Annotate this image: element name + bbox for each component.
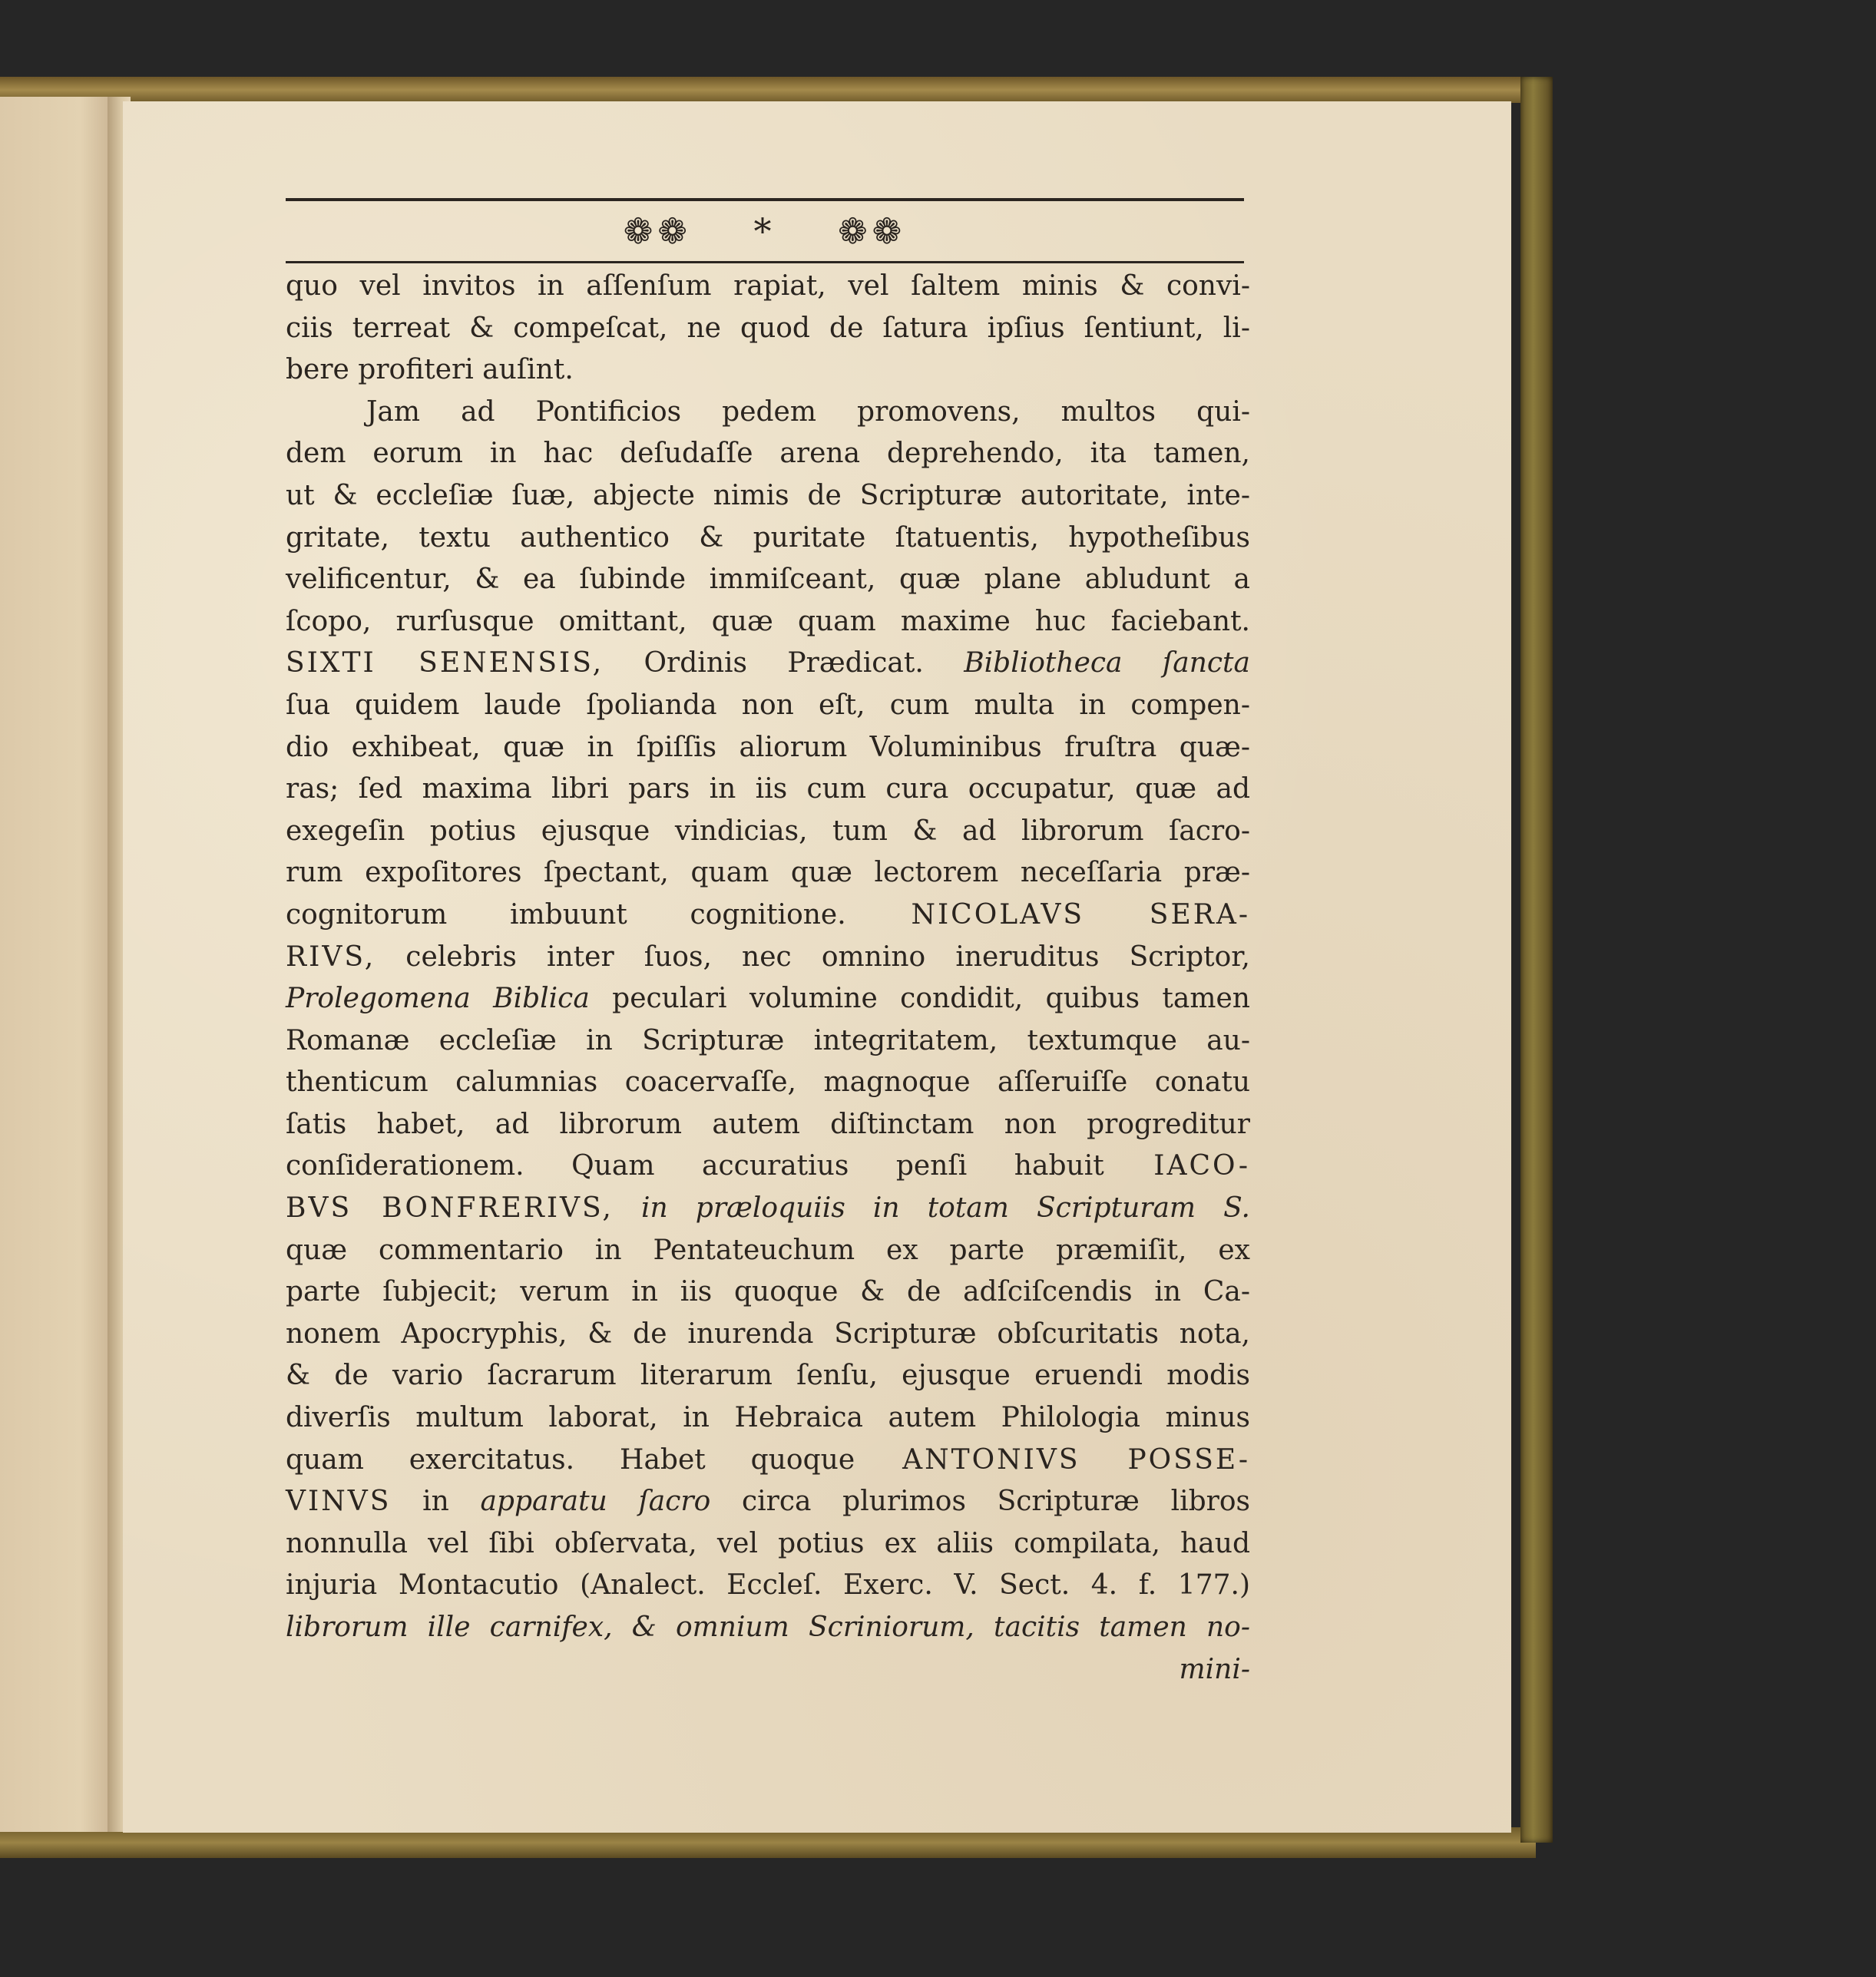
text-segment: ras; ſed maxima libri pars in iis cum cura occupatur, quæ ad: [286, 773, 1250, 805]
text-line: [286, 1649, 1250, 1691]
text-line: [286, 392, 1250, 434]
text-line: [286, 559, 1250, 601]
header-rule-bottom: [286, 261, 1244, 263]
text-segment: injuria Montacutio (Analect. Eccleſ. Exerc. V. Sect. 4. f. 177.): [286, 1569, 1250, 1602]
text-line: [286, 978, 1250, 1020]
book-page: [123, 101, 1511, 1833]
text-segment: Romanæ eccleſiæ in Scripturæ integritatem, textumque au-: [286, 1024, 1250, 1056]
text-line: [286, 266, 1250, 308]
text-line: [286, 852, 1250, 894]
header-ornament-row: [286, 210, 1244, 256]
small-caps-name: IACO-: [1103, 1150, 1250, 1182]
text-segment: celebris inter ſuos, nec omnino ineruditus Scriptor,: [376, 941, 1250, 973]
text-line: [286, 1146, 1250, 1188]
text-line: [286, 685, 1250, 727]
text-line: [286, 601, 1250, 643]
text-line: [286, 308, 1250, 350]
text-line: [286, 433, 1250, 475]
text-line: [286, 475, 1250, 517]
text-segment: ſatis habet, ad librorum autem diſtinctam non progreditur: [286, 1108, 1250, 1140]
italic-title: Bibliotheca ſancta: [964, 647, 1250, 679]
text-segment: thenticum calumnias coacervaſſe, magnoque aſſeruiſſe conatu: [286, 1066, 1250, 1099]
text-segment: bere profiteri auſint.: [286, 354, 574, 386]
small-caps-name: SIXTI SENENSIS,: [286, 647, 604, 679]
left-page-fragment: [0, 97, 115, 1832]
ornament-asterisk-icon: *: [753, 210, 776, 252]
text-line: [286, 1440, 1250, 1482]
text-segment: quo vel invitos in aſſenſum rapiat, vel ſaltem minis & convi-: [286, 270, 1250, 302]
text-line: [286, 1397, 1250, 1440]
text-segment: rum expoſitores ſpectant, quam quæ lectorem neceſſaria præ-: [286, 857, 1250, 889]
text-line: [286, 811, 1250, 853]
text-line: [286, 894, 1250, 937]
text-line: [286, 1188, 1250, 1230]
text-segment: ciis terreat & compeſcat, ne quod de ſatura ipſius ſentiunt, li-: [286, 312, 1250, 344]
text-segment: dem eorum in hac deſudaſſe arena deprehendo, ita tamen,: [286, 438, 1250, 470]
text-line: [286, 1481, 1250, 1523]
small-caps-name: RIVS,: [286, 941, 376, 973]
small-caps-name: NICOLAVS SERA-: [845, 898, 1250, 931]
text-segment: gritate, textu authentico & puritate ſtatuentis, hypotheſibus: [286, 521, 1250, 554]
text-line: [286, 1271, 1250, 1314]
text-line: [286, 937, 1250, 979]
text-segment: nonnulla vel ſibi obſervata, vel potius ex aliis compilata, haud: [286, 1527, 1250, 1559]
top-cover-edge: [0, 77, 1551, 103]
text-line: [286, 517, 1250, 560]
small-caps-name: BVS BONFRERIVS,: [286, 1192, 614, 1225]
italic-title: in præloquiis in totam Scripturam S.: [613, 1192, 1250, 1225]
text-line: [286, 1607, 1250, 1649]
text-segment: conſiderationem. Quam accuratius penſi habuit: [286, 1150, 1104, 1182]
text-segment: ſcopo, rurſusque omittant, quæ quam maxime huc faciebant.: [286, 605, 1250, 637]
italic-title: librorum ille carnifex, & omnium Scriniorum, tacitis tamen no-: [286, 1612, 1250, 1643]
text-line: [286, 1565, 1250, 1607]
text-line: [286, 769, 1250, 811]
text-segment: cognitorum imbuunt cognitione.: [286, 898, 846, 931]
ornament-left-icon: ❁❁: [623, 210, 692, 252]
text-segment: parte ſubjecit; verum in iis quoque & de adſciſcendis in Ca-: [286, 1276, 1250, 1308]
small-caps-name: VINVS: [286, 1486, 392, 1518]
text-segment: velificentur, & ea ſubinde immiſceant, quæ plane abludunt a: [286, 564, 1250, 596]
text-segment: Ordinis Prædicat.: [604, 647, 964, 679]
text-segment: circa plurimos Scripturæ libros: [710, 1486, 1250, 1518]
ornament-right-icon: ❁❁: [838, 210, 907, 252]
text-segment: quam exercitatus. Habet quoque: [286, 1443, 855, 1476]
text-segment: in: [391, 1486, 481, 1518]
text-segment: dio exhibeat, quæ in ſpiſſis aliorum Voluminibus fruſtra quæ-: [286, 731, 1250, 763]
text-line: [286, 349, 1250, 392]
text-segment: exegeſin potius ejusque vindicias, tum & ad librorum ſacro-: [286, 815, 1250, 847]
italic-title: Prolegomena Biblica: [286, 983, 590, 1015]
text-segment: quæ commentario in Pentateuchum ex parte præmiſit, ex: [286, 1234, 1250, 1266]
small-caps-name: ANTONIVS POSSE-: [855, 1443, 1250, 1476]
text-line: [286, 643, 1250, 685]
right-cover-board: [1520, 77, 1553, 1843]
italic-title: mini-: [1179, 1653, 1250, 1685]
italic-title: apparatu ſacro: [480, 1486, 711, 1518]
text-line: [286, 1020, 1250, 1063]
text-line: [286, 1062, 1250, 1104]
text-segment: ſua quidem laude ſpolianda non eſt, cum multa in compen-: [286, 689, 1250, 721]
text-segment: peculari volumine condidit, quibus tamen: [589, 983, 1250, 1015]
text-segment: diverſis multum laborat, in Hebraica autem Philologia minus: [286, 1402, 1250, 1434]
text-segment: nonem Apocryphis, & de inurenda Scripturæ obſcuritatis nota,: [286, 1317, 1250, 1350]
text-line: [286, 1355, 1250, 1397]
text-segment: ut & eccleſiæ ſuæ, abjecte nimis de Scripturæ autoritate, inte-: [286, 479, 1250, 511]
text-line: [286, 727, 1250, 769]
text-segment: Jam ad Pontificios pedem promovens, multos qui-: [366, 395, 1250, 428]
text-line: [286, 1314, 1250, 1356]
text-line: [286, 1104, 1250, 1146]
text-line: [286, 1230, 1250, 1272]
text-segment: & de vario ſacrarum literarum ſenſu, ejusque eruendi modis: [286, 1360, 1250, 1392]
header-rule-top: [286, 198, 1244, 201]
text-line: [286, 1523, 1250, 1565]
body-text: [286, 266, 1250, 1691]
